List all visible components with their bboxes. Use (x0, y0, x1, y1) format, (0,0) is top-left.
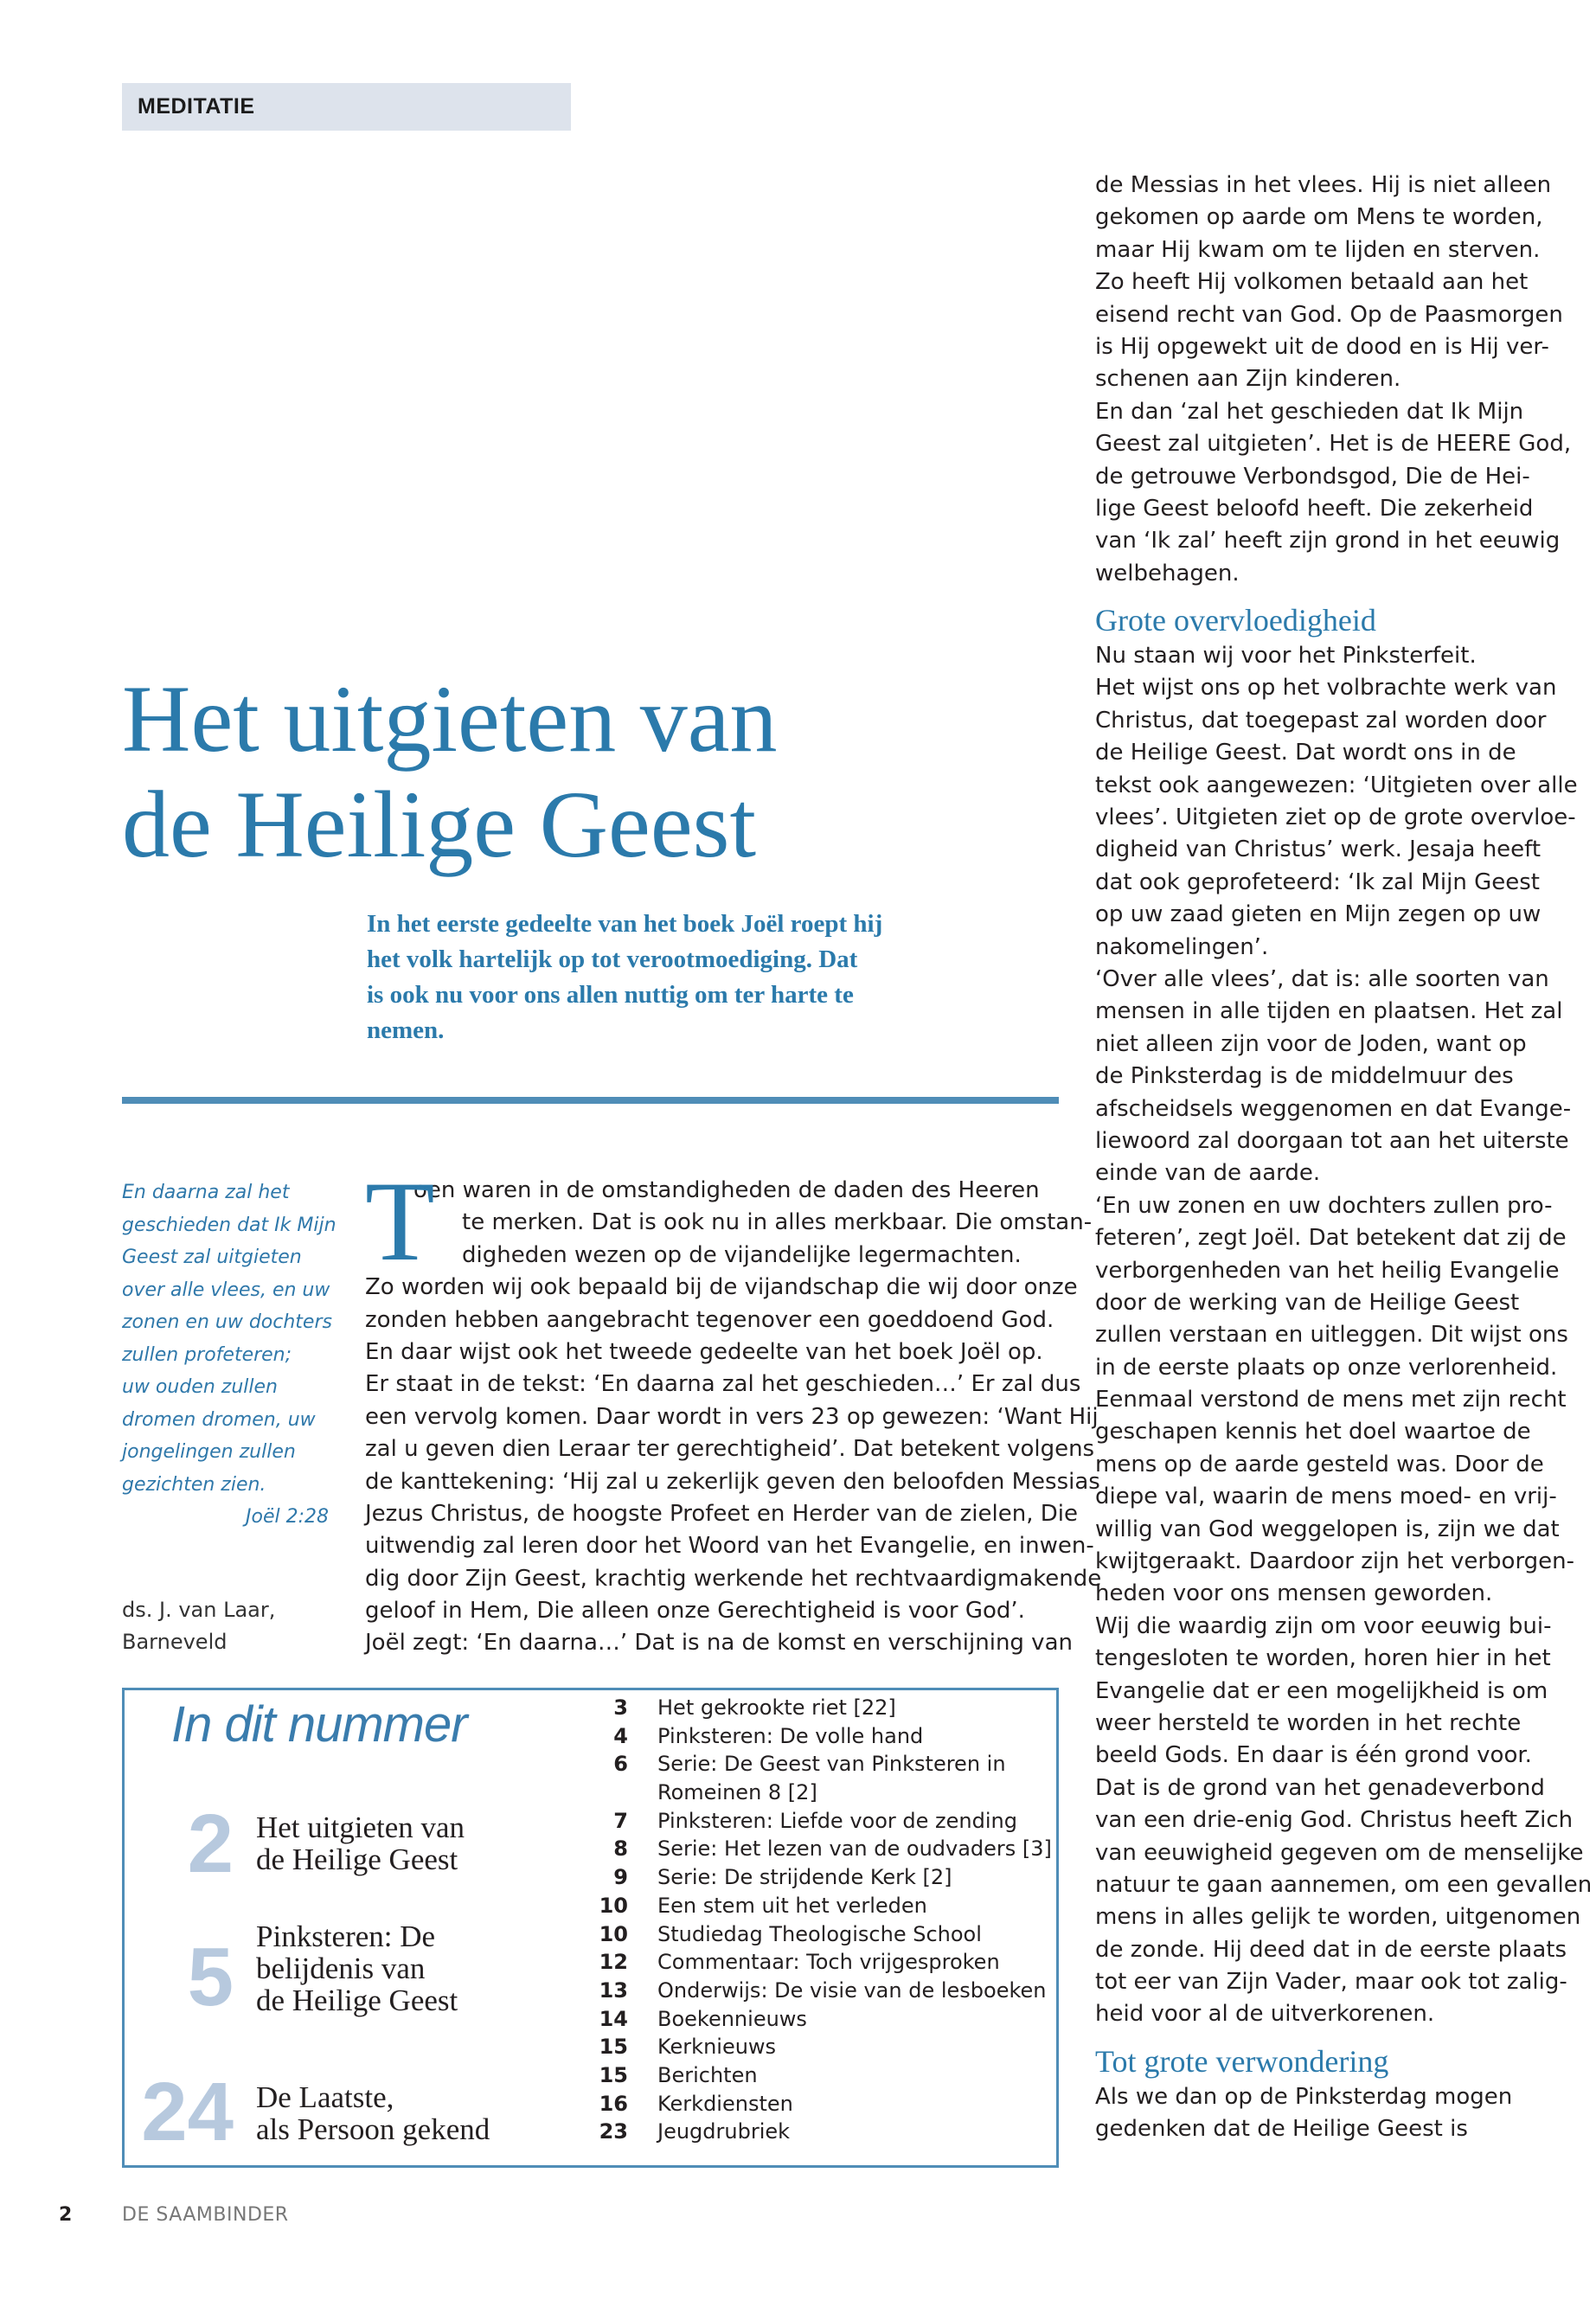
body-line: oen waren in de omstandigheden de daden des Heeren (413, 1177, 1040, 1203)
featured-title-line: belijdenis van (256, 1952, 426, 1985)
body-line: verborgenheden van het heilig Evangelie (1095, 1257, 1560, 1284)
body-line: zullen verstaan en uitleggen. Dit wijst ons (1095, 1322, 1568, 1349)
contents-item-title: Kerkdiensten (657, 2091, 793, 2116)
body-line: dat ook geprofeteerd: ‘Ik zal Mijn Geest (1095, 868, 1540, 895)
body-line: Jezus Christus, de hoogste Profeet en Herder van de zielen, Die (365, 1500, 1078, 1527)
contents-page-number: 16 (599, 2091, 628, 2116)
body-line: Nu staan wij voor het Pinksterfeit. (1095, 643, 1477, 670)
divider-rule (122, 1097, 1059, 1104)
featured-page-number: 24 (141, 2066, 234, 2158)
quote-line: Geest zal uitgieten (122, 1247, 302, 1268)
body-line: een vervolg komen. Daar wordt in vers 23 op gewezen: ‘Want Hij (365, 1403, 1099, 1430)
contents-item-title: Pinksteren: Liefde voor de zending (657, 1808, 1017, 1833)
contents-list-item[interactable] (571, 1892, 1055, 1920)
article-intro (367, 907, 1007, 1048)
quote-line: zullen profeteren; (122, 1343, 292, 1366)
body-line: willig van God weggelopen is, zijn we dat (1095, 1516, 1560, 1542)
body-line: dig door Zijn Geest, krachtig werkende het rechtvaardigmakende (365, 1565, 1102, 1592)
body-line: te merken. Dat is ook nu in alles merkbaar. Die omstan- (462, 1209, 1093, 1236)
article-title (122, 666, 1056, 877)
drop-cap: T (365, 1157, 435, 1285)
author-byline (122, 1594, 275, 1658)
body-line: natuur te gaan aannemen, om een gevallen (1095, 1871, 1593, 1898)
quote-reference: Joël 2:28 (246, 1506, 329, 1528)
contents-page-number: 12 (599, 1950, 628, 1975)
contents-page-number: 7 (613, 1808, 628, 1833)
quote-line: uw ouden zullen (122, 1376, 278, 1398)
body-line: de Heilige Geest. Dat wordt ons in de (1095, 740, 1516, 766)
featured-title-line: Het uitgieten van (256, 1811, 465, 1844)
contents-item-title: Het gekrookte riet [22] (657, 1695, 896, 1720)
body-line: ‘Over alle vlees’, dat is: alle soorten van (1095, 965, 1549, 992)
body-line: En dan ‘zal het geschieden dat Ik Mijn (1095, 398, 1524, 425)
contents-item-title: Serie: De strijdende Kerk [2] (657, 1865, 952, 1890)
featured-title (256, 2081, 490, 2145)
quote-line: geschieden dat Ik Mijn (122, 1214, 337, 1236)
contents-item-title: Serie: De Geest van Pinksteren in (657, 1752, 1006, 1777)
body-line: heden voor ons mensen geworden. (1095, 1580, 1493, 1607)
featured-page-number: 2 (187, 1798, 234, 1890)
intro-line: is ook nu voor ons allen nuttig om ter harte te (367, 981, 854, 1009)
contents-page-number: 10 (599, 1893, 628, 1918)
body-line: Er staat in de tekst: ‘En daarna zal het geschieden…’ Er zal dus (365, 1371, 1081, 1398)
contents-page-number: 23 (599, 2119, 628, 2144)
author-name: ds. J. van Laar, (122, 1598, 276, 1622)
featured-title-line: de Heilige Geest (256, 1843, 458, 1876)
body-line: op uw zaad gieten en Mijn zegen op uw (1095, 901, 1542, 928)
section-label: MEDITATIE (122, 83, 571, 131)
quote-line: over alle vlees, en uw (122, 1279, 330, 1301)
contents-item-title: Pinksteren: De volle hand (657, 1723, 924, 1748)
contents-list-item[interactable] (571, 1722, 1055, 1751)
contents-list-item[interactable] (571, 1863, 1055, 1892)
body-line: welbehagen. (1095, 560, 1240, 586)
contents-page-number: 6 (613, 1752, 628, 1777)
body-line: Joël zegt: ‘En daarna…’ Dat is na de komst en verschijning van (365, 1630, 1073, 1657)
featured-title-line: Pinksteren: De (256, 1920, 436, 1953)
contents-page-number: 15 (599, 2035, 628, 2060)
featured-title-line: De Laatste, (256, 2080, 394, 2114)
contents-list-item[interactable] (571, 1807, 1055, 1836)
paragraph-block (1095, 640, 1593, 2031)
contents-list-item[interactable] (571, 1920, 1055, 1949)
paragraph-block (1095, 2081, 1580, 2146)
contents-list-item[interactable] (571, 1694, 1055, 1722)
body-line: tekst ook aangewezen: ‘Uitgieten over alle (1095, 772, 1578, 798)
body-line: mensen in alle tijden en plaatsen. Het zal (1095, 998, 1563, 1025)
body-line: niet alleen zijn voor de Joden, want op (1095, 1030, 1527, 1057)
body-line: feteren’, zegt Joël. Dat betekent dat zij de (1095, 1225, 1567, 1252)
body-line: gekomen op aarde om Mens te worden, (1095, 204, 1543, 231)
contents-page-number: 15 (599, 2062, 628, 2087)
body-line: heid voor al de uitverkorenen. (1095, 2001, 1435, 2028)
contents-page-number: 13 (599, 1977, 628, 2003)
body-line: Evangelie dat er een mogelijkheid is om (1095, 1677, 1548, 1704)
contents-item-title: Kerknieuws (657, 2035, 777, 2060)
title-line: de Heilige Geest (122, 772, 757, 877)
contents-item-title: Onderwijs: De visie van de lesboeken (657, 1977, 1047, 2003)
body-line: kwijtgeraakt. Daardoor zijn het verborgen- (1095, 1548, 1575, 1575)
body-line: beeld Gods. En daar is één grond voor. (1095, 1742, 1532, 1769)
contents-item-title: Studiedag Theologische School (657, 1921, 982, 1946)
contents-page-number: 3 (613, 1695, 628, 1720)
body-line: is Hij opgewekt uit de dood en is Hij ver- (1095, 333, 1549, 360)
contents-item-title: Berichten (657, 2062, 758, 2087)
contents-item-title: Boekennieuws (657, 2006, 807, 2031)
body-line: van een drie-enig God. Christus heeft Zich (1095, 1807, 1574, 1834)
body-line: de Messias in het vlees. Hij is niet alleen (1095, 172, 1552, 198)
body-line: door de werking van de Heilige Geest (1095, 1289, 1520, 1316)
body-line: vlees’. Uitgieten ziet op de grote overvloe- (1095, 804, 1576, 831)
quote-line: dromen dromen, uw (122, 1408, 316, 1431)
contents-page-number: 4 (613, 1723, 628, 1748)
body-line: geloof in Hem, Die alleen onze Gerechtigheid is voor God’. (365, 1598, 1025, 1625)
body-line: van eeuwigheid gegeven om de menselijke (1095, 1839, 1584, 1866)
body-column-2 (1095, 170, 1593, 2146)
contents-item-title: Jeugdrubriek (657, 2119, 791, 2144)
author-place: Barneveld (122, 1630, 228, 1654)
page-number: 2 (59, 2204, 73, 2226)
body-line: Christus, dat toegepast zal worden door (1095, 707, 1547, 734)
body-line: eisend recht van God. Op de Paasmorgen (1095, 301, 1563, 328)
contents-list-item[interactable] (571, 2061, 1055, 2090)
contents-page-number: 9 (613, 1865, 628, 1890)
contents-list-item[interactable] (571, 2005, 1055, 2034)
body-line: de kanttekening: ‘Hij zal u zekerlijk geven den beloofden Messias (365, 1468, 1100, 1495)
intro-line: het volk hartelijk op tot verootmoediging. Dat (367, 945, 858, 973)
body-line: tengesloten te worden, horen hier in het (1095, 1645, 1551, 1672)
body-line: de zonde. Hij deed dat in de eerste plaats (1095, 1936, 1567, 1963)
contents-item-title: Een stem uit het verleden (657, 1893, 927, 1918)
body-line: digheden wezen op de vijandelijke legermachten. (462, 1241, 1022, 1268)
body-line: lige Geest beloofd heeft. Die zekerheid (1095, 495, 1534, 522)
body-line: mens in alles gelijk te worden, uitgenomen (1095, 1904, 1581, 1931)
contents-page-number: 14 (599, 2006, 628, 2031)
body-line: Geest zal uitgieten’. Het is de HEERE God, (1095, 431, 1572, 458)
contents-item-title: Romeinen 8 [2] (657, 1780, 817, 1805)
body-line: diepe val, waarin de mens moed- en vrij- (1095, 1484, 1557, 1510)
featured-title (256, 1920, 458, 2016)
subheading-overvloedigheid: Grote overvloedigheid (1095, 603, 1376, 638)
contents-item-title: Serie: Het lezen van de oudvaders [3] (657, 1836, 1052, 1862)
featured-page-number: 5 (187, 1931, 234, 2023)
body-line: Dat is de grond van het genadeverbond (1095, 1774, 1545, 1801)
paragraph-block (1095, 170, 1580, 590)
body-line: Als we dan op de Pinksterdag mogen (1095, 2083, 1513, 2110)
body-line: afscheidsels weggenomen en dat Evange- (1095, 1095, 1572, 1122)
featured-title (256, 1811, 465, 1875)
quote-line: zonen en uw dochters (122, 1311, 332, 1333)
featured-title-line: als Persoon gekend (256, 2112, 490, 2146)
contents-list-item[interactable] (571, 1977, 1055, 2005)
scripture-quote (122, 1176, 347, 1534)
body-line: tot eer van Zijn Vader, maar ook tot zalig- (1095, 1969, 1567, 1996)
body-line: ‘En uw zonen en uw dochters zullen pro- (1095, 1192, 1553, 1219)
body-line: zonden hebben aangebracht tegenover een goeddoend God. (365, 1306, 1054, 1333)
body-line: nakomelingen’. (1095, 933, 1269, 960)
contents-item-title: Commentaar: Toch vrijgesproken (657, 1950, 1000, 1975)
publication-name: DE SAAMBINDER (122, 2204, 289, 2226)
contents-list (571, 1694, 1055, 2146)
body-line: gedenken dat de Heilige Geest is (1095, 2116, 1468, 2143)
contents-list-item[interactable] (571, 1779, 1055, 1807)
body-line: Eenmaal verstond de mens met zijn recht (1095, 1387, 1567, 1413)
body-line: Zo worden wij ook bepaald bij de vijandschap die wij door onze (365, 1274, 1078, 1301)
body-line: mens op de aarde gesteld was. Door de (1095, 1451, 1544, 1477)
intro-line: In het eerste gedeelte van het boek Joël roept hij (367, 910, 883, 938)
body-line: geschapen kennis het doel waartoe de (1095, 1419, 1531, 1445)
body-line: En daar wijst ook het tweede gedeelte van het boek Joël op. (365, 1338, 1043, 1365)
contents-list-item[interactable] (571, 2118, 1055, 2146)
quote-line: gezichten zien. (122, 1473, 266, 1496)
quote-line: jongelingen zullen (122, 1441, 296, 1463)
featured-title-line: de Heilige Geest (256, 1984, 458, 2017)
body-line: weer hersteld te worden in het rechte (1095, 1709, 1522, 1736)
contents-page-number: 8 (613, 1836, 628, 1862)
body-line: Wij die waardig zijn om voor eeuwig bui- (1095, 1612, 1552, 1639)
body-line: uitwendig zal leren door het Woord van het Evangelie, en inwen- (365, 1533, 1094, 1560)
body-line: in de eerste plaats op onze verlorenheid. (1095, 1354, 1558, 1381)
body-line: digheid van Christus’ werk. Jesaja heeft (1095, 836, 1542, 863)
body-line: schenen aan Zijn kinderen. (1095, 366, 1401, 393)
body-line: zal u geven dien Leraar ter gerechtigheid’. Dat betekent volgens (365, 1436, 1095, 1463)
contents-title: In dit nummer (171, 1696, 467, 1753)
intro-line: nemen. (367, 1016, 445, 1044)
contents-list-item[interactable] (571, 2090, 1055, 2118)
contents-page-number: 10 (599, 1921, 628, 1946)
body-line: de getrouwe Verbondsgod, Die de Hei- (1095, 463, 1530, 490)
contents-page-number (571, 1779, 657, 1807)
body-line: van ‘Ik zal’ heeft zijn grond in het eeuwig (1095, 528, 1561, 554)
body-column-1 (365, 1157, 1102, 1660)
subheading-verwondering: Tot grote verwondering (1095, 2043, 1389, 2079)
body-line: maar Hij kwam om te lijden en sterven. (1095, 236, 1541, 263)
body-line: Zo heeft Hij volkomen betaald aan het (1095, 269, 1529, 296)
body-line: de Pinksterdag is de middelmuur des (1095, 1063, 1514, 1090)
contents-list-item[interactable] (571, 1750, 1055, 1779)
title-line: Het uitgieten van (122, 666, 778, 772)
contents-list-item[interactable] (571, 2033, 1055, 2061)
contents-list-item[interactable] (571, 1948, 1055, 1977)
body-line: liewoord zal doorgaan tot aan het uiterste (1095, 1127, 1569, 1154)
contents-list-item[interactable] (571, 1835, 1055, 1863)
body-line: Het wijst ons op het volbrachte werk van (1095, 675, 1557, 702)
body-line: einde van de aarde. (1095, 1160, 1321, 1187)
quote-line: En daarna zal het (122, 1182, 290, 1203)
